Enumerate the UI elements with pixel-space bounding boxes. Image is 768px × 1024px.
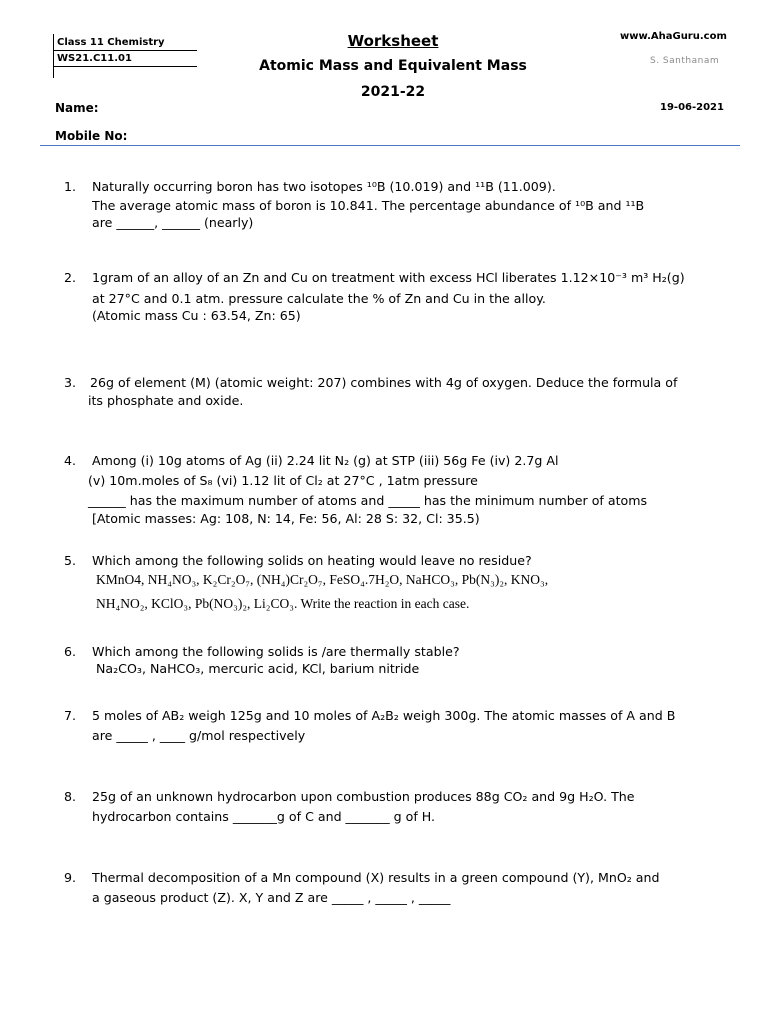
date: 19-06-2021 <box>660 102 724 113</box>
question-text: Which among the following solids on heating would leave no residue? <box>92 553 532 568</box>
author-name: S. Santhanam <box>650 56 720 66</box>
question-text: 1gram of an alloy of an Zn and Cu on treatment with excess HCl liberates 1.12×10⁻³ m³ H₂(g) <box>92 270 685 285</box>
academic-year: 2021-22 <box>360 84 426 100</box>
header-divider <box>40 145 740 146</box>
mobile-label: Mobile No: <box>55 129 128 143</box>
question-text: Naturally occurring boron has two isotopes ¹⁰B (10.019) and ¹¹B (11.009). <box>92 179 556 194</box>
question-text: 25g of an unknown hydrocarbon upon combustion produces 88g CO₂ and 9g H₂O. The <box>92 789 635 804</box>
question-text: Which among the following solids is /are thermally stable? <box>92 644 460 659</box>
question-text: 26g of element (M) (atomic weight: 207) combines with 4g of oxygen. Deduce the formula of <box>90 375 678 390</box>
question-text: (v) 10m.moles of S₈ (vi) 1.12 lit of Cl₂ at 27°C , 1atm pressure <box>88 473 478 488</box>
question-text: are _____ , ____ g/mol respectively <box>92 728 306 743</box>
question-text: Thermal decomposition of a Mn compound (X) results in a green compound (Y), MnO₂ and <box>92 870 660 885</box>
class-label: Class 11 Chemistry <box>57 37 165 48</box>
question-text: Among (i) 10g atoms of Ag (ii) 2.24 lit N₂ (g) at STP (iii) 56g Fe (iv) 2.7g Al <box>92 453 559 468</box>
question-text: (Atomic mass Cu : 63.54, Zn: 65) <box>92 308 301 323</box>
question-text: The average atomic mass of boron is 10.841. The percentage abundance of ¹⁰B and ¹¹B <box>92 198 645 213</box>
worksheet-code: WS21.C11.01 <box>57 53 132 64</box>
page-subtitle: Atomic Mass and Equivalent Mass <box>259 58 527 74</box>
page-title: Worksheet <box>347 32 439 50</box>
question-text: ______ has the maximum number of atoms and _____ has the minimum number of atoms <box>88 493 648 508</box>
question-text: [Atomic masses: Ag: 108, N: 14, Fe: 56, Al: 28 S: 32, Cl: 35.5) <box>92 511 480 526</box>
question-text: at 27°C and 0.1 atm. pressure calculate the % of Zn and Cu in the alloy. <box>92 291 546 306</box>
question-text: NH₄NO₂, KClO₃, Pb(NO₃)₂, Li₂CO₃. Write the reaction in each case. <box>96 596 470 611</box>
question-text: are ______, ______ (nearly) <box>92 215 254 230</box>
question-text: a gaseous product (Z). X, Y and Z are _____ , _____ , _____ <box>92 890 451 905</box>
question-text: KMnO4, NH₄NO₃, K₂Cr₂O₇, (NH₄)Cr₂O₇, FeSO₄.7H₂O, NaHCO₃, Pb(N₃)₂, KNO₃, <box>96 572 549 587</box>
website-link[interactable]: www.AhaGuru.com <box>620 31 727 42</box>
name-label: Name: <box>55 101 99 115</box>
question-text: 5 moles of AB₂ weigh 125g and 10 moles of A₂B₂ weigh 300g. The atomic masses of A and B <box>92 708 676 723</box>
question-text: its phosphate and oxide. <box>88 393 244 408</box>
question-text: hydrocarbon contains _______g of C and _______ g of H. <box>92 809 436 824</box>
question-text: Na₂CO₃, NaHCO₃, mercuric acid, KCl, barium nitride <box>96 661 420 676</box>
